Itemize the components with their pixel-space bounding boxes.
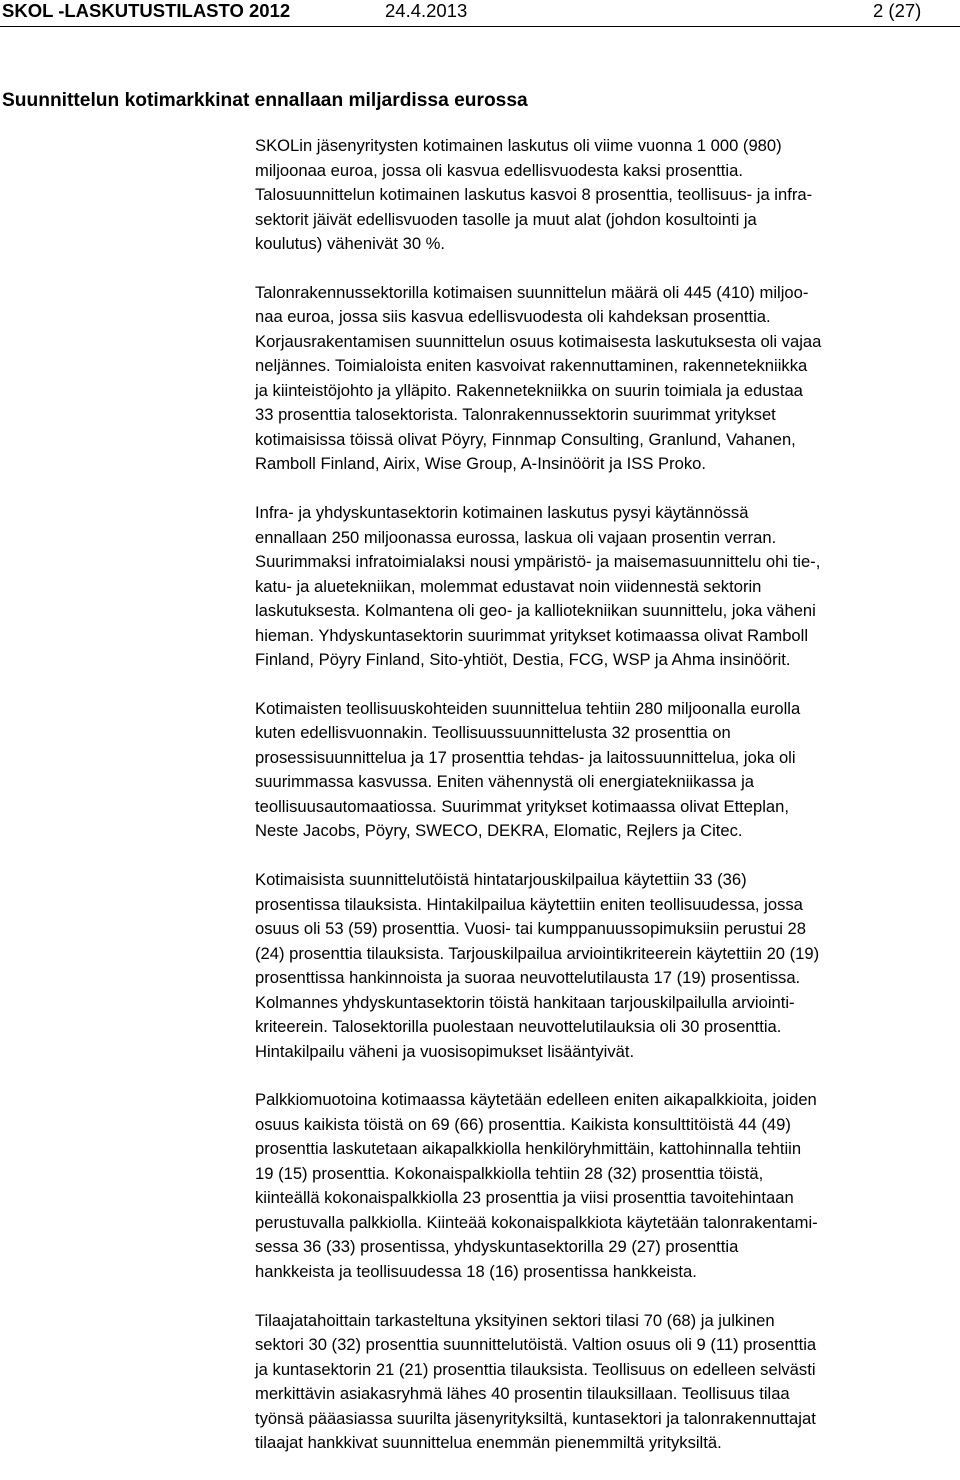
text-line: sektori 30 (32) prosenttia suunnittelutöistä. Valtion osuus oli 9 (11) prosenttia bbox=[255, 1335, 817, 1355]
text-line: Kolmannes yhdyskuntasektorin töistä hankitaan tarjouskilpailulla arviointi- bbox=[255, 992, 795, 1012]
text-line: Neste Jacobs, Pöyry, SWECO, DEKRA, Elomatic, Rejlers ja Citec. bbox=[255, 821, 743, 841]
body-paragraph bbox=[255, 281, 958, 477]
text-line: kotimaisissa töissä olivat Pöyry, Finnmap Consulting, Granlund, Vahanen, bbox=[255, 429, 796, 449]
text-line: perustuvalla palkkiolla. Kiinteää kokonaispalkkiota käytetään talonrakentami- bbox=[255, 1212, 818, 1232]
header-divider bbox=[0, 26, 960, 27]
text-line: prosessisuunnittelua ja 17 prosenttia tehdas- ja laitossuunnittelua, joka oli bbox=[255, 747, 796, 767]
document-title: SKOL -LASKUTUSTILASTO 2012 bbox=[2, 0, 291, 21]
text-line: kriteerein. Talosektorilla puolestaan neuvottelutilauksia oli 30 prosenttia. bbox=[255, 1017, 782, 1037]
text-line: Kotimaisista suunnittelutöistä hintatarjouskilpailua käytettiin 33 (36) bbox=[255, 870, 747, 890]
text-line: naa euroa, jossa siis kasvua edellisvuodesta oli kahdeksan prosenttia. bbox=[255, 307, 771, 327]
text-line: Tilaajatahoittain tarkasteltuna yksityinen sektori tilasi 70 (68) ja julkinen bbox=[255, 1310, 775, 1330]
text-line: laskutuksesta. Kolmantena oli geo- ja kalliotekniikan suunnittelu, joka väheni bbox=[255, 601, 816, 621]
text-line: merkittävin asiakasryhmä lähes 40 prosentin tilauksillaan. Teollisuus tilaa bbox=[255, 1384, 790, 1404]
text-line: osuus kaikista töistä on 69 (66) prosenttia. Kaikista konsulttitöistä 44 (49) bbox=[255, 1114, 791, 1134]
text-line: neljännes. Toimialoista eniten kasvoivat rakennuttaminen, rakennetekniikka bbox=[255, 356, 808, 376]
text-line: katu- ja aluetekniikan, molemmat edustavat noin viidennestä sektorin bbox=[255, 576, 762, 596]
text-line: SKOLin jäsenyritysten kotimainen laskutus oli viime vuonna 1 000 (980) bbox=[255, 136, 782, 155]
text-line: Palkkiomuotoina kotimaassa käytetään edelleen eniten aikapalkkioita, joiden bbox=[255, 1090, 817, 1110]
text-line: Talosuunnittelun kotimainen laskutus kasvoi 8 prosenttia, teollisuus- ja infra- bbox=[255, 185, 813, 204]
document-date: 24.4.2013 bbox=[385, 0, 468, 21]
text-line: (24) prosenttia tilauksista. Tarjouskilpailua arviointikriteerein käytettiin 20 (19) bbox=[255, 943, 820, 963]
text-line: teollisuusautomaatiossa. Suurimmat yritykset kotimaassa olivat Etteplan, bbox=[255, 796, 789, 816]
body-paragraph bbox=[255, 501, 958, 673]
body-paragraph bbox=[255, 1309, 958, 1456]
body-paragraph bbox=[255, 1088, 958, 1284]
page-number: 2 (27) bbox=[873, 0, 922, 21]
text-line: 19 (15) prosenttia. Kokonaispalkkiolla tehtiin 28 (32) prosenttia töistä, bbox=[255, 1163, 764, 1183]
body-text bbox=[255, 134, 958, 1480]
text-line: prosentissa tilauksista. Hintakilpailua käytettiin eniten teollisuudessa, jossa bbox=[255, 894, 803, 914]
text-line: Finland, Pöyry Finland, Sito-yhtiöt, Destia, FCG, WSP ja Ahma insinöörit. bbox=[255, 650, 791, 670]
body-paragraph bbox=[255, 134, 958, 257]
text-line: prosenttissa hankinnoista ja suoraa neuvottelutilausta 17 (19) prosentissa. bbox=[255, 968, 801, 988]
body-paragraph bbox=[255, 697, 958, 844]
text-line: Hintakilpailu väheni ja vuosisopimukset lisääntyivät. bbox=[255, 1041, 635, 1061]
text-line: kuten edellisvuonnakin. Teollisuussuunnittelusta 32 prosenttia on bbox=[255, 723, 731, 743]
text-line: osuus oli 53 (59) prosenttia. Vuosi- tai kumppanuussopimuksiin perustui 28 bbox=[255, 919, 806, 939]
text-line: Infra- ja yhdyskuntasektorin kotimainen laskutus pysyi käytännössä bbox=[255, 503, 749, 523]
text-line: kiinteällä kokonaispalkkiolla 23 prosenttia ja viisi prosenttia tavoitehintaan bbox=[255, 1188, 794, 1208]
text-line: sektorit jäivät edellisvuoden tasolle ja muut alat (johdon kosultointi ja bbox=[255, 209, 757, 229]
text-line: Suurimmaksi infratoimialaksi nousi ympäristö- ja maisemasuunnittelu ohi tie-, bbox=[255, 552, 821, 572]
text-line: Korjausrakentamisen suunnittelun osuus kotimaisesta laskutuksesta oli vajaa bbox=[255, 331, 822, 351]
text-line: suurimmassa kasvussa. Eniten vähennystä oli energiatekniikassa ja bbox=[255, 772, 754, 792]
text-line: ennallaan 250 miljoonassa eurossa, laskua oli vajaan prosentin verran. bbox=[255, 527, 777, 547]
body-paragraph bbox=[255, 868, 958, 1064]
text-line: koulutus) vähenivät 30 %. bbox=[255, 234, 446, 253]
text-line: Kotimaisten teollisuuskohteiden suunnittelua tehtiin 280 miljoonalla eurolla bbox=[255, 698, 801, 718]
text-line: Ramboll Finland, Airix, Wise Group, A-Insinöörit ja ISS Proko. bbox=[255, 454, 706, 474]
text-line: työnsä pääasiassa suurilta jäsenyrityksiltä, kuntasektori ja talonrakennuttajat bbox=[255, 1408, 816, 1428]
text-line: hankkeista ja teollisuudessa 18 (16) prosentissa hankkeista. bbox=[255, 1261, 697, 1281]
text-line: tilaajat hankkivat suunnittelua enemmän pienemmiltä yrityksiltä. bbox=[255, 1433, 722, 1453]
text-line: prosenttia laskutetaan aikapalkkiolla henkilöryhmittäin, kattohinnalla tehtiin bbox=[255, 1139, 802, 1159]
section-heading: Suunnittelun kotimarkkinat ennallaan miljardissa eurossa bbox=[2, 90, 528, 111]
text-line: Talonrakennussektorilla kotimaisen suunnittelun määrä oli 445 (410) miljoo- bbox=[255, 282, 809, 302]
text-line: sessa 36 (33) prosentissa, yhdyskuntasektorilla 29 (27) prosenttia bbox=[255, 1237, 739, 1257]
text-line: ja kuntasektorin 21 (21) prosenttia tilauksista. Teollisuus on edelleen selvästi bbox=[255, 1359, 816, 1379]
text-line: miljoonaa euroa, jossa oli kasvua edellisvuodesta kaksi prosenttia. bbox=[255, 160, 743, 180]
text-line: 33 prosenttia talosektorista. Talonrakennussektorin suurimmat yritykset bbox=[255, 405, 776, 425]
page-header bbox=[0, 0, 960, 30]
text-line: ja kiinteistöjohto ja ylläpito. Rakennetekniikka on suurin toimiala ja edustaa bbox=[255, 380, 803, 400]
text-line: hieman. Yhdyskuntasektorin suurimmat yritykset kotimaassa olivat Ramboll bbox=[255, 625, 809, 645]
